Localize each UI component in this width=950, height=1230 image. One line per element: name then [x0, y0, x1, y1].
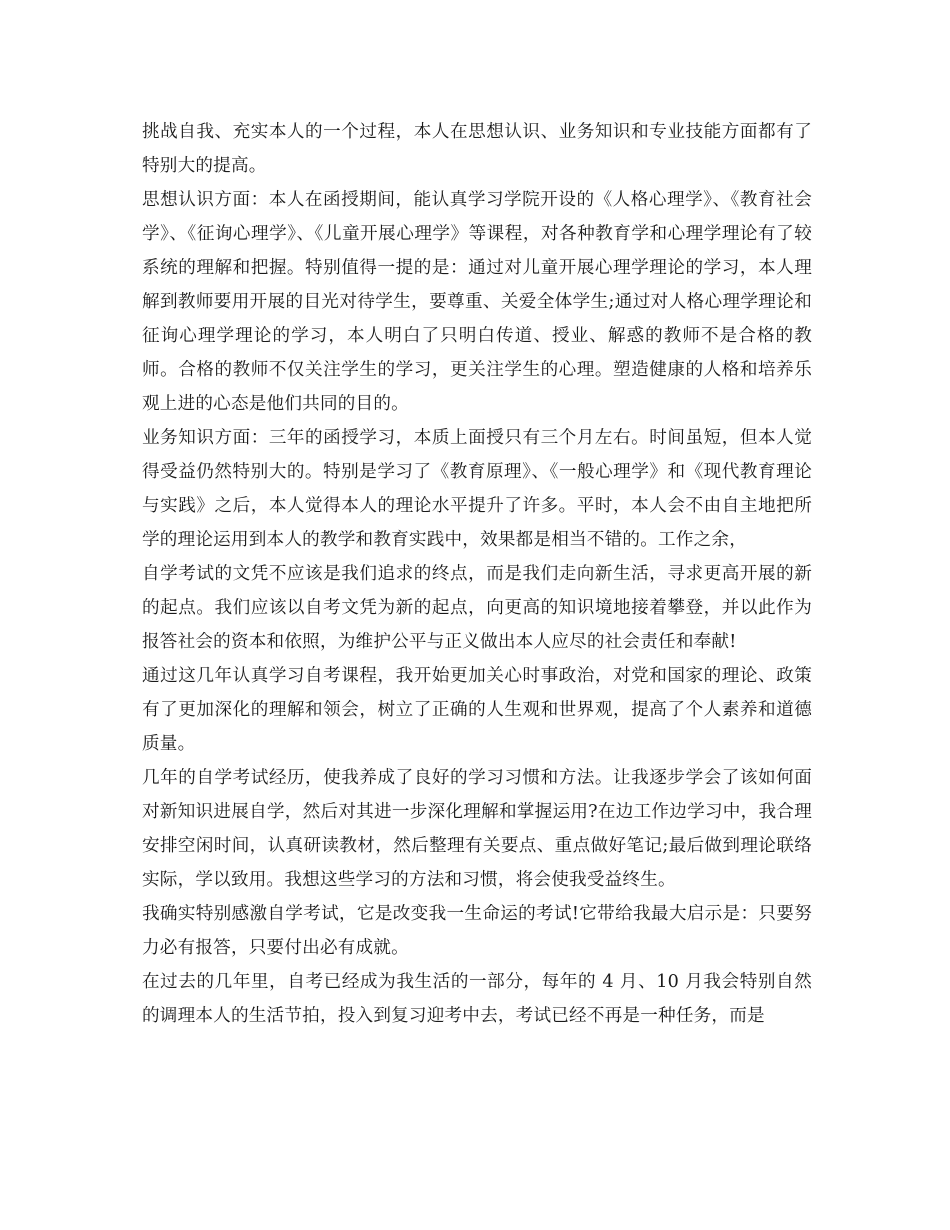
- paragraph-study-habits: 几年的自学考试经历，使我养成了良好的学习习惯和方法。让我逐步学会了该如何面对新知识进展自学，然后对其进一步深化理解和掌握运用?在边工作边学习中，我合理安排空闲时间，认真研读教材，然后整理有关要点、重点做好笔记;最后做到理论联络实际，学以致用。我想这些学习的方法和习惯，将会使我受益终生。: [142, 768, 812, 890]
- document-body: [142, 115, 812, 1033]
- paragraph-professional-knowledge: 业务知识方面：三年的函授学习，本质上面授只有三个月左右。时间虽短，但本人觉得受益仍然特别大的。特别是学习了《教育原理》、《一般心理学》和《现代教育理论与实践》之后，本人觉得本人的理论水平提升了许多。平时，本人会不由自主地把所学的理论运用到本人的教学和教育实践中，效果都是相当不错的。工作之余，: [142, 428, 812, 550]
- paragraph-political-awareness: 通过这几年认真学习自考课程，我开始更加关心时事政治，对党和国家的理论、政策有了更加深化的理解和领会，树立了正确的人生观和世界观，提高了个人素养和道德质量。: [142, 666, 812, 754]
- paragraph-new-starting-point: 自学考试的文凭不应该是我们追求的终点，而是我们走向新生活，寻求更高开展的新的起点。我们应该以自考文凭为新的起点，向更高的知识境地接着攀登，并以此作为报答社会的资本和依照，为维护公平与正义做出本人应尽的社会责任和奉献!: [142, 564, 812, 652]
- paragraph-gratitude: 我确实特别感激自学考试，它是改变我一生命运的考试!它带给我最大启示是：只要努力必有报答，只要付出必有成就。: [142, 904, 812, 958]
- paragraph-life-rhythm: 在过去的几年里，自考已经成为我生活的一部分，每年的 4 月、10 月我会特别自然的调理本人的生活节拍，投入到复习迎考中去，考试已经不再是一种任务，而是: [142, 972, 812, 1026]
- paragraph-intro: 挑战自我、充实本人的一个过程，本人在思想认识、业务知识和专业技能方面都有了特别大的提高。: [142, 122, 812, 176]
- paragraph-ideological-understanding: 思想认识方面：本人在函授期间，能认真学习学院开设的《人格心理学》、《教育社会学》、《征询心理学》、《儿童开展心理学》等课程，对各种教育学和心理学理论有了较系统的理解和把握。特别值得一提的是：通过对儿童开展心理学理论的学习，本人理解到教师要用开展的目光对待学生，要尊重、关爱全体学生;通过对人格心理学理论和征询心理学理论的学习，本人明白了只明白传道、授业、解惑的教师不是合格的教师。合格的教师不仅关注学生的学习，更关注学生的心理。塑造健康的人格和培养乐观上进的心态是他们共同的目的。: [142, 190, 812, 414]
